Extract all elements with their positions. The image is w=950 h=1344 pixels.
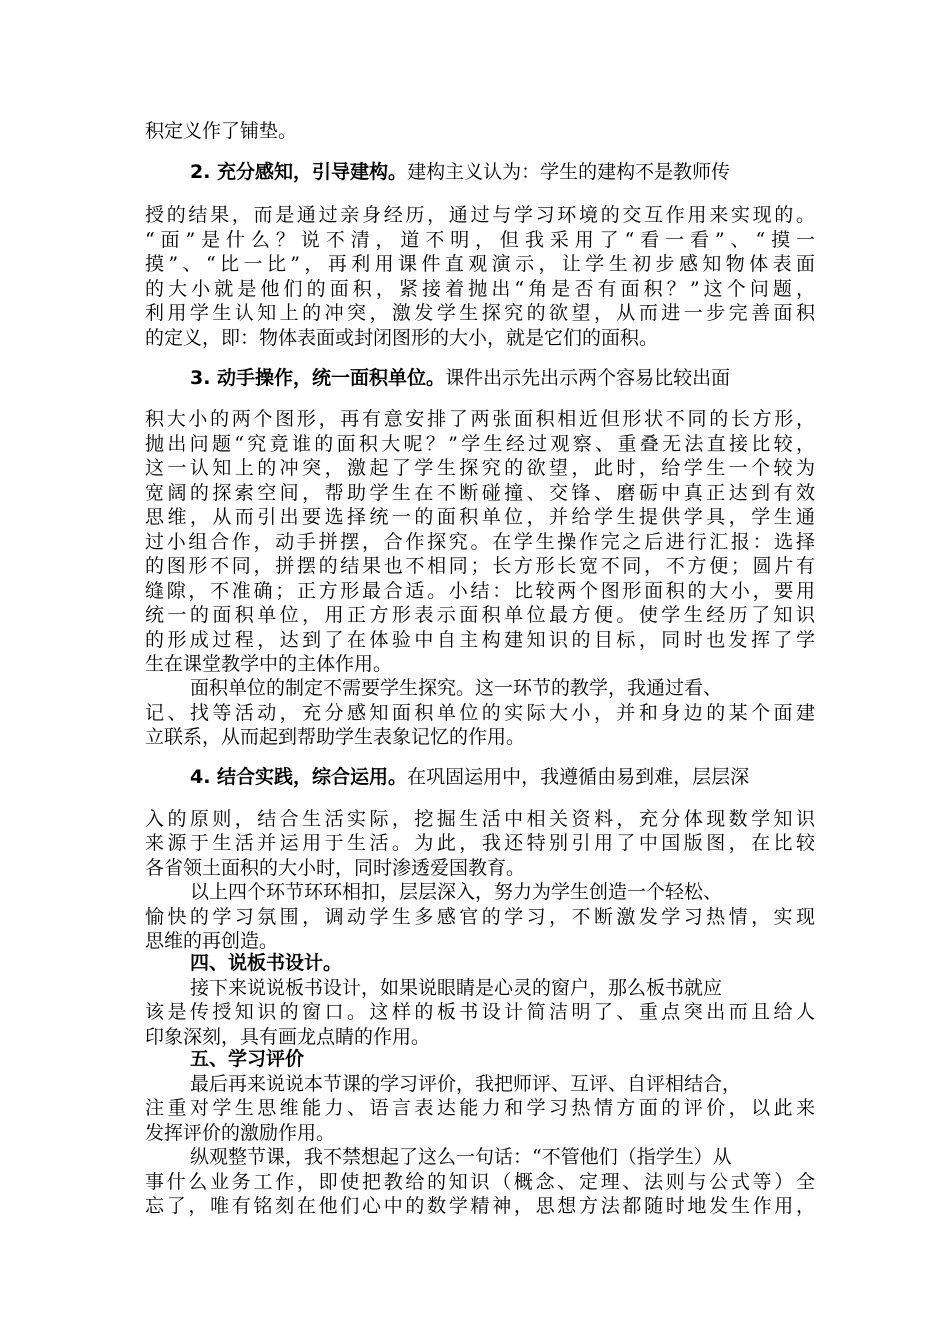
text-line: 面积单位的制定不需要学生探究。这一环节的教学，我通过看、 bbox=[190, 677, 723, 699]
text-line: 授的结果，而是通过亲身经历，通过与学习环境的交互作用来实现的。 bbox=[145, 204, 815, 226]
text-line: 缝隙，不准确；正方形最合适。小结：比较两个图形面积的大小，要用 bbox=[145, 580, 815, 602]
section-4-heading: 4. 结合实践，综合运用。 bbox=[190, 766, 408, 788]
text-line: 思维，从而引出要选择统一的面积单位，并给学生提供学具，学生通 bbox=[145, 506, 815, 528]
text-line: 来源于生活并运用于生活。为此，我还特别引用了中国版图，在比较 bbox=[145, 832, 815, 854]
text-line: 建构主义认为：学生的建构不是教师传 bbox=[407, 161, 731, 183]
text-line: 宽阔的探索空间，帮助学生在不断碰撞、交锋、磨砺中真正达到有效 bbox=[145, 482, 815, 504]
text-line: 印象深刻，具有画龙点睛的作用。 bbox=[145, 1026, 431, 1048]
text-line: 立联系，从而起到帮助学生表象记忆的作用。 bbox=[145, 726, 526, 748]
text-line: 统一的面积单位，用正方形表示面积单位最方便。使学生经历了知识 bbox=[145, 604, 815, 626]
text-line: 积大小的两个图形，再有意安排了两张面积相近但形状不同的长方形， bbox=[145, 408, 815, 430]
section-heading-board-design: 四、说板书设计。 bbox=[190, 952, 343, 974]
text-line: 记、找等活动，充分感知面积单位的实际大小，并和身边的某个面建 bbox=[145, 702, 815, 724]
text-line: 最后再来说说本节课的学习评价，我把师评、互评、自评相结合， bbox=[190, 1073, 742, 1095]
text-line: 在巩固运用中，我遵循由易到难，层层深 bbox=[407, 766, 750, 788]
section-2-paragraph-start bbox=[190, 160, 815, 184]
text-line: 以上四个环节环环相扣，层层深入，努力为学生创造一个轻松、 bbox=[190, 881, 723, 903]
text-line: 过小组合作，动手拼摆，合作探究。在学生操作完之后进行汇报：选择 bbox=[145, 531, 815, 553]
section-heading-evaluation: 五、学习评价 bbox=[190, 1048, 305, 1070]
text-line: 入的原则，结合生活实际，挖掘生活中相关资料，充分体现数学知识 bbox=[145, 808, 815, 830]
text-line: 的定义，即：物体表面或封闭图形的大小，就是它们的面积。 bbox=[145, 327, 659, 349]
text-line: “面”是什么？说不清，道不明，但我采用了“看一看”、“摸一 bbox=[145, 229, 815, 251]
section-4-paragraph-start bbox=[190, 765, 815, 789]
text-line: 发挥评价的激励作用。 bbox=[145, 1122, 336, 1144]
text-line: 接下来说说板书设计，如果说眼睛是心灵的窗户，那么板书就应 bbox=[190, 977, 723, 999]
text-line: 这一认知上的冲突，激起了学生探究的欲望，此时，给学生一个较为 bbox=[145, 457, 815, 479]
text-line: 愉快的学习氛围，调动学生多感官的学习，不断激发学习热情，实现 bbox=[145, 906, 815, 928]
text-line: 的大小就是他们的面积，紧接着抛出“角是否有面积？”这个问题， bbox=[145, 278, 815, 300]
text-line: 注重对学生思维能力、语言表达能力和学习热情方面的评价，以此来 bbox=[145, 1097, 815, 1119]
text-line: 摸”、“比一比”，再利用课件直观演示，让学生初步感知物体表面 bbox=[145, 253, 815, 275]
text-line: 的形成过程，达到了在体验中自主构建知识的目标，同时也发挥了学 bbox=[145, 629, 815, 651]
text-line: 课件出示先出示两个容易比较出面 bbox=[445, 367, 731, 389]
section-3-paragraph-start bbox=[190, 366, 815, 390]
text-line: 生在课堂教学中的主体作用。 bbox=[145, 653, 393, 675]
section-2-heading: 2. 充分感知，引导建构。 bbox=[190, 161, 408, 183]
section-3-heading: 3. 动手操作，统一面积单位。 bbox=[190, 367, 446, 389]
text-line: 积定义作了铺垫。 bbox=[145, 120, 298, 142]
text-line: 的图形不同，拼摆的结果也不相同；长方形长宽不同，不方便；圆片有 bbox=[145, 555, 815, 577]
text-line: 该是传授知识的窗口。这样的板书设计简洁明了、重点突出而且给人 bbox=[145, 1001, 815, 1023]
text-line: 各省领土面积的大小时，同时渗透爱国教育。 bbox=[145, 857, 526, 879]
text-line: 忘了，唯有铭刻在他们心中的数学精神，思想方法都随时地发生作用， bbox=[145, 1195, 815, 1217]
text-line: 思维的再创造。 bbox=[145, 930, 279, 952]
text-line: 纵观整节课，我不禁想起了这么一句话：“不管他们（指学生）从 bbox=[190, 1146, 732, 1168]
text-line: 抛出问题“究竟谁的面积大呢？”学生经过观察、重叠无法直接比较， bbox=[145, 433, 815, 455]
text-line: 利用学生认知上的冲突，激发学生探究的欲望，从而进一步完善面积 bbox=[145, 302, 815, 324]
text-line: 事什么业务工作，即使把教给的知识（概念、定理、法则与公式等）全 bbox=[145, 1171, 815, 1193]
